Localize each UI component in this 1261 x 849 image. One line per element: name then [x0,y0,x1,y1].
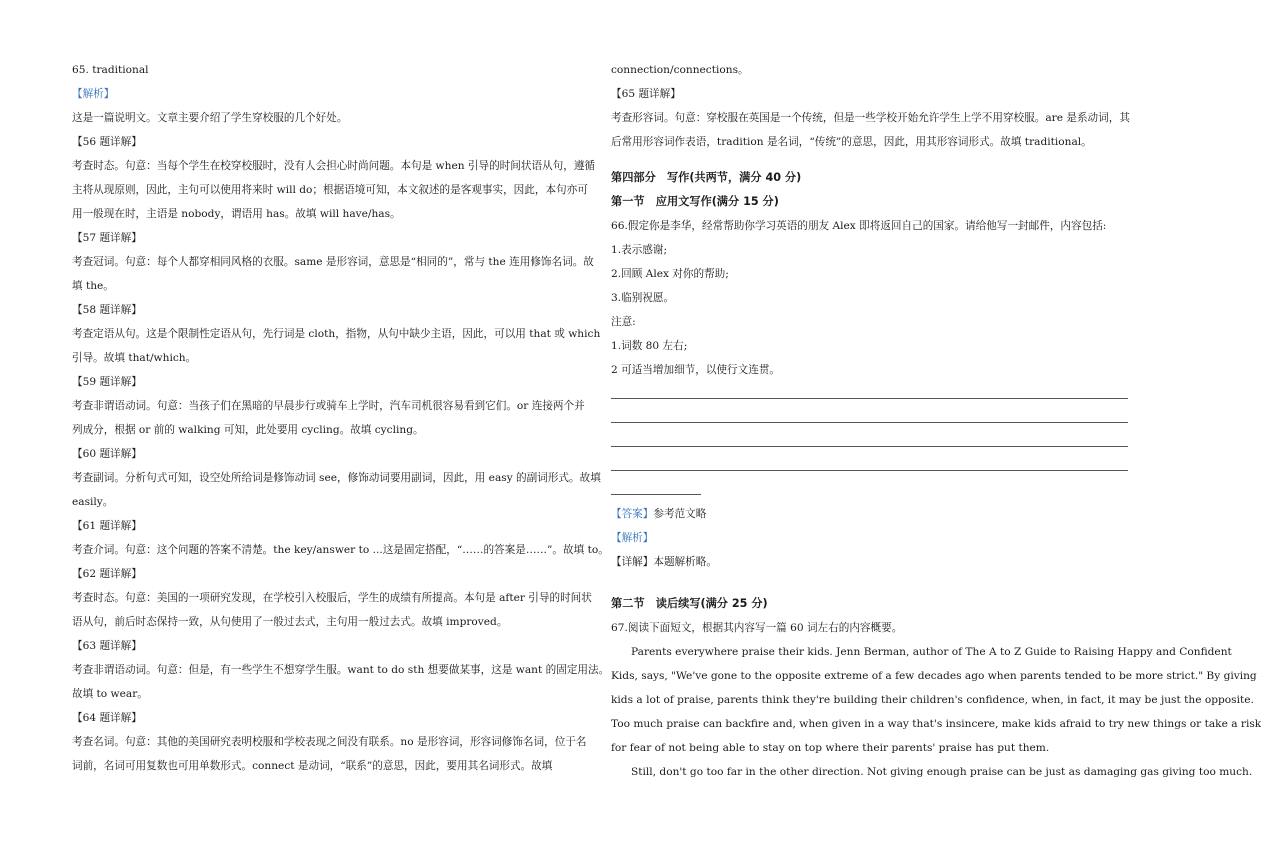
q66-note-label: 注意: [611,316,636,328]
q65-text: 考查形容词。句意：穿校服在英国是一个传统，但是一些学校开始允许学生上学不用穿校服。are 是系动词，其 [611,112,1130,124]
q64-text: 考查名词。句意：其他的美国研究表明校服和学校表现之间没有联系。no 是形容词，形容词修饰名词，位于名 [72,736,587,748]
q60-text: 考查副词。分析句式可知，设空处所给词是修饰动词 see，修饰动词要用副词，因此，用 easy 的副词形式。故填 [72,472,601,484]
q66-prompt: 66.假定你是李华，经常帮助你学习英语的朋友 Alex 即将返回自己的国家。请给他写一封邮件，内容包括: [611,220,1107,232]
q63-heading: 【63 题详解】 [72,640,142,652]
q59-text: 考查非谓语动词。句意：当孩子们在黑暗的早晨步行或骑车上学时，汽车司机很容易看到它们。or 连接两个并 [72,400,585,412]
passage-line: for fear of not being able to stay on top where their parents' praise has put them. [611,742,1050,754]
section2-heading: 第二节 读后续写(满分 25 分) [611,597,768,610]
passage-line: Too much praise can backfire and, when given in a way that's insincere, make kids afraid to try new things or take a risk [611,718,1261,730]
q66-item: 2.回顾 Alex 对你的帮助; [611,268,729,280]
answer-tag: 【答案】 [611,508,654,520]
q64-heading: 【64 题详解】 [72,712,142,724]
q61-heading: 【61 题详解】 [72,520,142,532]
q61-text: 考查介词。句意：这个问题的答案不清楚。the key/answer to ...这是固定搭配，“……的答案是……”。故填 to。 [72,544,609,556]
q62-heading: 【62 题详解】 [72,568,142,580]
q57-text: 填 the。 [72,280,114,292]
q56-heading: 【56 题详解】 [72,136,142,148]
passage-line: Kids, says, "We've gone to the opposite extreme of a few decades ago when parents tended to be more strict." By giving [611,670,1257,682]
q66-item: 3.临别祝愿。 [611,292,675,304]
passage-line: kids a lot of praise, parents think they're building their children's confidence, when, in fact, it may be just the opposite. [611,694,1254,706]
answer-blank-line-short [611,478,1128,502]
q62-text: 考查时态。句意：美国的一项研究发现，在学校引入校服后，学生的成绩有所提高。本句是 after 引导的时间状 [72,592,592,604]
passage-line: Still, don't go too far in the other direction. Not giving enough praise can be just as damaging gas giving too much. [631,766,1253,778]
q62-text: 语从句，前后时态保持一致，从句使用了一般过去式，主句用一般过去式。故填 improved。 [72,616,508,628]
answer-text: 参考范文略 [653,508,707,520]
summary-line: 这是一篇说明文。文章主要介绍了学生穿校服的几个好处。 [72,112,348,124]
q57-text: 考查冠词。句意：每个人都穿相同风格的衣服。same 是形容词，意思是“相同的”，常与 the 连用修饰名词。故 [72,256,594,268]
q56-text: 主将从现原则，因此，主句可以使用将来时 will do；根据语境可知，本文叙述的是客观事实，因此，本句亦可 [72,184,588,196]
q56-text: 用一般现在时，主语是 nobody，谓语用 has。故填 will have/has。 [72,208,401,220]
q58-text: 考查定语从句。这是个限制性定语从句，先行词是 cloth，指物，从句中缺少主语，因此，可以用 that 或 which [72,328,601,340]
q66-item: 1.表示感谢; [611,244,668,256]
answer-65: 65. traditional [72,64,149,76]
q59-heading: 【59 题详解】 [72,376,142,388]
q59-text: 列成分，根据 or 前的 walking 可知，此处要用 cycling。故填 cycling。 [72,424,424,436]
answer-blank-line [611,382,1128,406]
q64-continuation: connection/connections。 [611,64,749,76]
right-column [611,58,1261,784]
q66-note: 1.词数 80 左右; [611,340,688,352]
q56-text: 考查时态。句意：当每个学生在校穿校服时，没有人会担心时尚问题。本句是 when 引导的时间状语从句，遵循 [72,160,596,172]
part4-heading: 第四部分 写作(共两节，满分 40 分) [611,171,802,184]
answer-blank-line [611,454,1128,478]
q58-text: 引导。故填 that/which。 [72,352,197,364]
answer-blank-line [611,406,1128,430]
q67-intro: 67.阅读下面短文，根据其内容写一篇 60 词左右的内容概要。 [611,622,903,634]
analysis-tag: 【解析】 [611,532,654,544]
q63-text: 考查非谓语动词。句意：但是，有一些学生不想穿学生服。want to do sth 想要做某事，这是 want 的固定用法。 [72,664,610,676]
analysis-tag: 【解析】 [72,88,115,100]
q66-note: 2 可适当增加细节，以使行文连贯。 [611,364,781,376]
q58-heading: 【58 题详解】 [72,304,142,316]
detail-text: 【详解】本题解析略。 [611,556,717,568]
section1-heading: 第一节 应用文写作(满分 15 分) [611,195,779,208]
q65-text: 后常用形容词作表语，tradition 是名词，“传统”的意思，因此，用其形容词形式。故填 traditional。 [611,136,1092,148]
q60-text: easily。 [72,496,114,508]
q64-text: 词前，名词可用复数也可用单数形式。connect 是动词，“联系”的意思，因此，要用其名词形式。故填 [72,760,553,772]
q57-heading: 【57 题详解】 [72,232,142,244]
left-column [72,58,610,778]
answer-blank-line [611,430,1128,454]
q63-text: 故填 to wear。 [72,688,148,700]
q60-heading: 【60 题详解】 [72,448,142,460]
passage-line: Parents everywhere praise their kids. Jenn Berman, author of The A to Z Guide to Raising Happy and Confident [631,646,1232,658]
q65-heading: 【65 题详解】 [611,88,681,100]
answer-line [611,502,1128,526]
